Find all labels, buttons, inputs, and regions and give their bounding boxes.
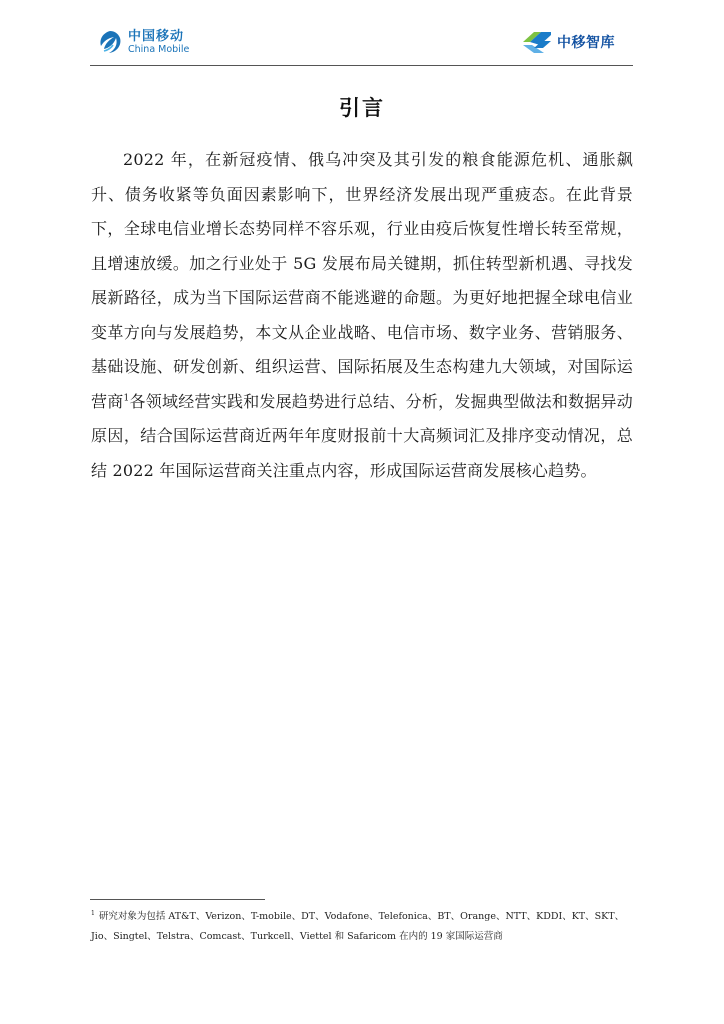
header-divider (90, 65, 633, 66)
footnote-text: 研究对象为包括 AT&T、Verizon、T-mobile、DT、Vodafone、Telefonica、BT、Orange、NTT、KDDI、KT、SKT、Jio、Singtel、Telstra、Comcast、Turkcell、Viettel 和 Safaricom 在内的 19 家国际运营商 (91, 911, 625, 942)
footnote-reference[interactable]: 1 (123, 393, 130, 404)
paragraph-text-part-1: 2022 年，在新冠疫情、俄乌冲突及其引发的粮食能源危机、通胀飙升、债务收紧等负面因素影响下，世界经济发展出现严重疲态。在此背景下，全球电信业增长态势同样不容乐观，行业由疫后恢复性增长转至常规，且增速放缓。加之行业处于 5G 发展布局关键期，抓住转型新机遇、寻找发展新路径，成为当下国际运营商不能逃避的命题。为更好地把握全球电信业变革方向与发展趋势，本文从企业战略、电信市场、数字业务、营销服务、基础设施、研发创新、组织运营、国际拓展及生态构建九大领域，对国际运营商 (91, 150, 633, 411)
china-mobile-logo (95, 25, 189, 59)
china-mobile-logo-icon (95, 27, 125, 57)
intro-paragraph (91, 143, 633, 488)
page-header (0, 0, 724, 66)
china-mobile-name-en: China Mobile (128, 43, 190, 55)
china-mobile-name-cn: 中国移动 (128, 28, 185, 44)
page-title: 引言 (339, 96, 385, 120)
zhongyi-zhiku-name: 中移智库 (557, 35, 615, 51)
zhongyi-zhiku-logo-icon (520, 27, 554, 57)
footnote-divider (90, 899, 265, 900)
footnote (91, 907, 636, 947)
footnote-mark: 1 (91, 909, 95, 917)
zhongyi-zhiku-logo (520, 26, 615, 58)
intro-body (91, 143, 633, 488)
paragraph-text-part-2: 各领域经营实践和发展趋势进行总结、分析，发掘典型做法和数据异动原因，结合国际运营商近两年年度财报前十大高频词汇及排序变动情况，总结 2022 年国际运营商关注重点内容，形成国际运营商发展核心趋势。 (91, 391, 634, 480)
